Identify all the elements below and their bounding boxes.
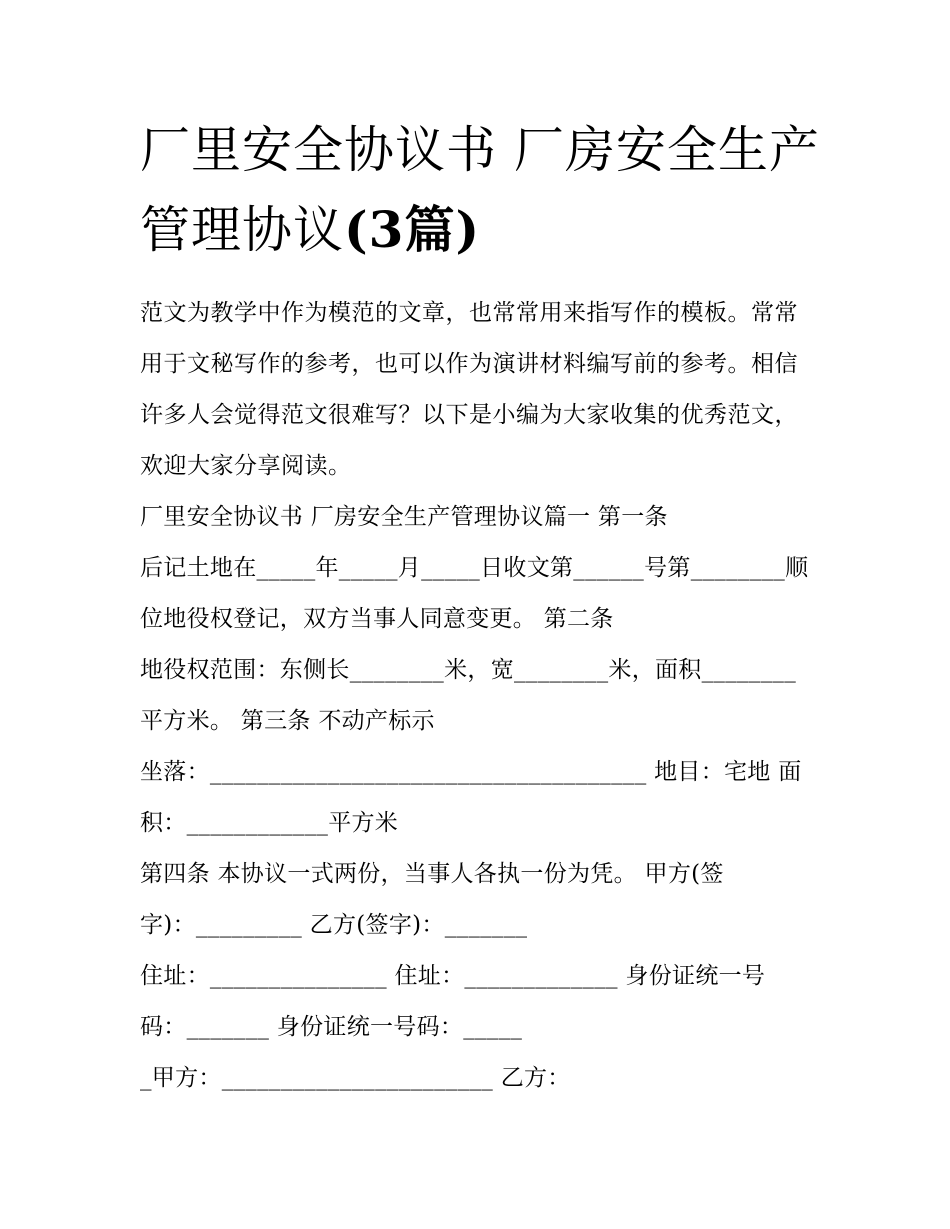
- body-line: 平方米。 第三条 不动产标示: [140, 708, 435, 734]
- body-line: 厂里安全协议书 厂房安全生产管理协议篇一 第一条: [140, 504, 668, 530]
- body-line: 第四条 本协议一式两份，当事人各执一份为凭。 甲方(签: [140, 861, 724, 887]
- title-line-2-prefix: 管理协议: [140, 201, 344, 259]
- body-line: 位地役权登记，双方当事人同意变更。 第二条: [140, 606, 614, 632]
- document-page: [140, 110, 820, 1104]
- body-line: 积：____________平方米: [140, 810, 399, 836]
- body-line: 地役权范围：东侧长________米，宽________米，面积________: [140, 657, 796, 683]
- body-line: 坐落：_____________________________________ 地目：宅地 面: [140, 759, 802, 785]
- title-line-2-count: (3篇): [344, 200, 481, 259]
- body-line: 字)：_________ 乙方(签字)：_______: [140, 912, 528, 938]
- agreement-body: [140, 492, 820, 1104]
- body-line: 码：_______ 身份证统一号码：_____: [140, 1014, 523, 1040]
- body-line: 后记土地在_____年_____月_____日收文第______号第________顺: [140, 555, 809, 581]
- body-line: 住址：_______________ 住址：_____________ 身份证统一号: [140, 963, 766, 989]
- document-title: [140, 110, 820, 270]
- body-line: _甲方：_______________________ 乙方：: [140, 1065, 571, 1091]
- title-line-1: 厂里安全协议书 厂房安全生产: [140, 121, 820, 179]
- intro-paragraph: 范文为教学中作为模范的文章，也常常用来指写作的模板。常常用于文秘写作的参考，也可以作为演讲材料编写前的参考。相信许多人会觉得范文很难写？以下是小编为大家收集的优秀范文，欢迎大家分享阅读。: [140, 300, 798, 479]
